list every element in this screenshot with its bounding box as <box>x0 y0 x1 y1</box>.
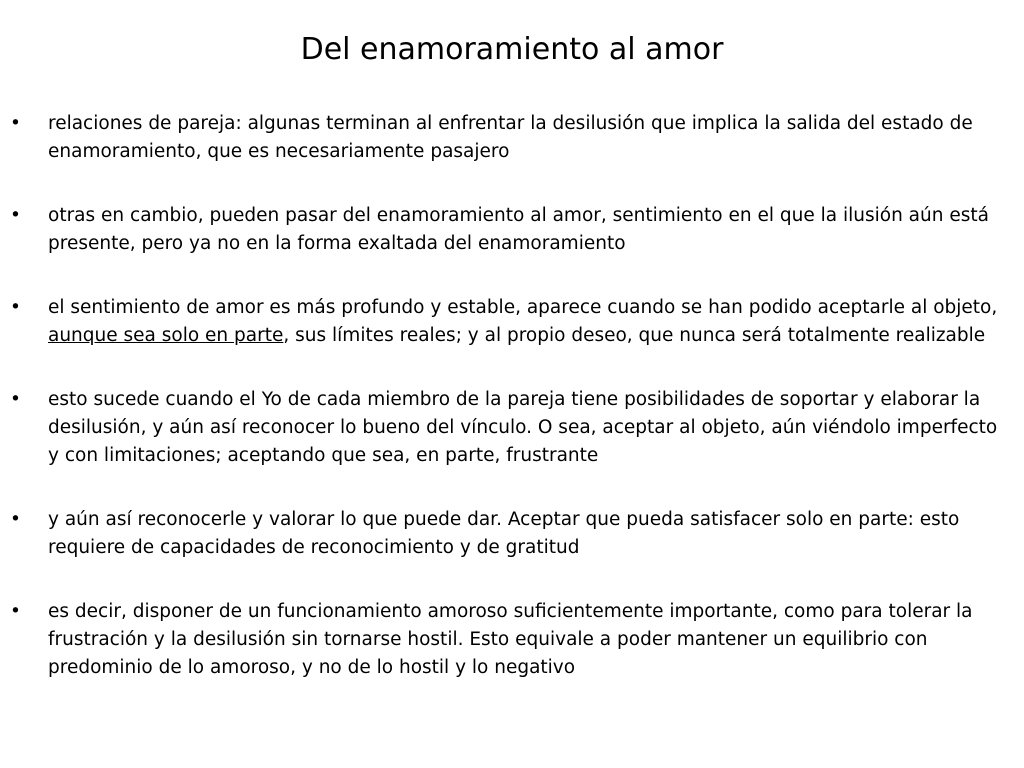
bullet-item <box>8 506 1008 562</box>
bullet-icon: • <box>10 389 21 410</box>
bullet-text-part: , sus límites reales; y al propio deseo, que nunca será totalmente realizable <box>283 325 986 346</box>
bullet-text: y aún así reconocerle y valorar lo que puede dar. Aceptar que pueda satisfacer solo en parte: esto requiere de capacidades de reconocimiento y de gratitud <box>48 509 960 558</box>
bullet-item <box>8 110 1008 166</box>
bullet-list <box>8 110 1008 718</box>
bullet-text: otras en cambio, pueden pasar del enamoramiento al amor, sentimiento en el que la ilusión aún está presente, pero ya no en la forma exaltada del enamoramiento <box>48 205 989 254</box>
bullet-item <box>8 386 1008 470</box>
bullet-icon: • <box>10 205 21 226</box>
bullet-item <box>8 598 1008 682</box>
bullet-text: es decir, disponer de un funcionamiento amoroso suficientemente importante, como para tolerar la frustración y la desilusión sin tornarse hostil. Esto equivale a poder mantener un equilibrio con predominio de lo amoroso, y no de lo hostil y lo negativo <box>48 601 973 678</box>
bullet-item <box>8 294 1008 350</box>
slide-title: Del enamoramiento al amor <box>300 32 724 67</box>
bullet-text: relaciones de pareja: algunas terminan al enfrentar la desilusión que implica la salida del estado de enamoramiento, que es necesariamente pasajero <box>48 113 973 162</box>
bullet-text <box>48 294 1008 350</box>
bullet-icon: • <box>10 509 21 530</box>
bullet-icon: • <box>10 113 21 134</box>
bullet-item <box>8 202 1008 258</box>
underlined-phrase: aunque sea solo en parte <box>48 325 284 346</box>
bullet-text-part: el sentimiento de amor es más profundo y estable, aparece cuando se han podido aceptarle al objeto, <box>48 297 998 318</box>
bullet-icon: • <box>10 601 21 622</box>
bullet-text: esto sucede cuando el Yo de cada miembro de la pareja tiene posibilidades de soportar y elaborar la desilusión, y aún así reconocer lo bueno del vínculo. O sea, aceptar al objeto, aún viéndolo imperfecto y con limitaciones; aceptando que sea, en parte, frustrante <box>48 389 998 466</box>
bullet-icon: • <box>10 297 21 318</box>
